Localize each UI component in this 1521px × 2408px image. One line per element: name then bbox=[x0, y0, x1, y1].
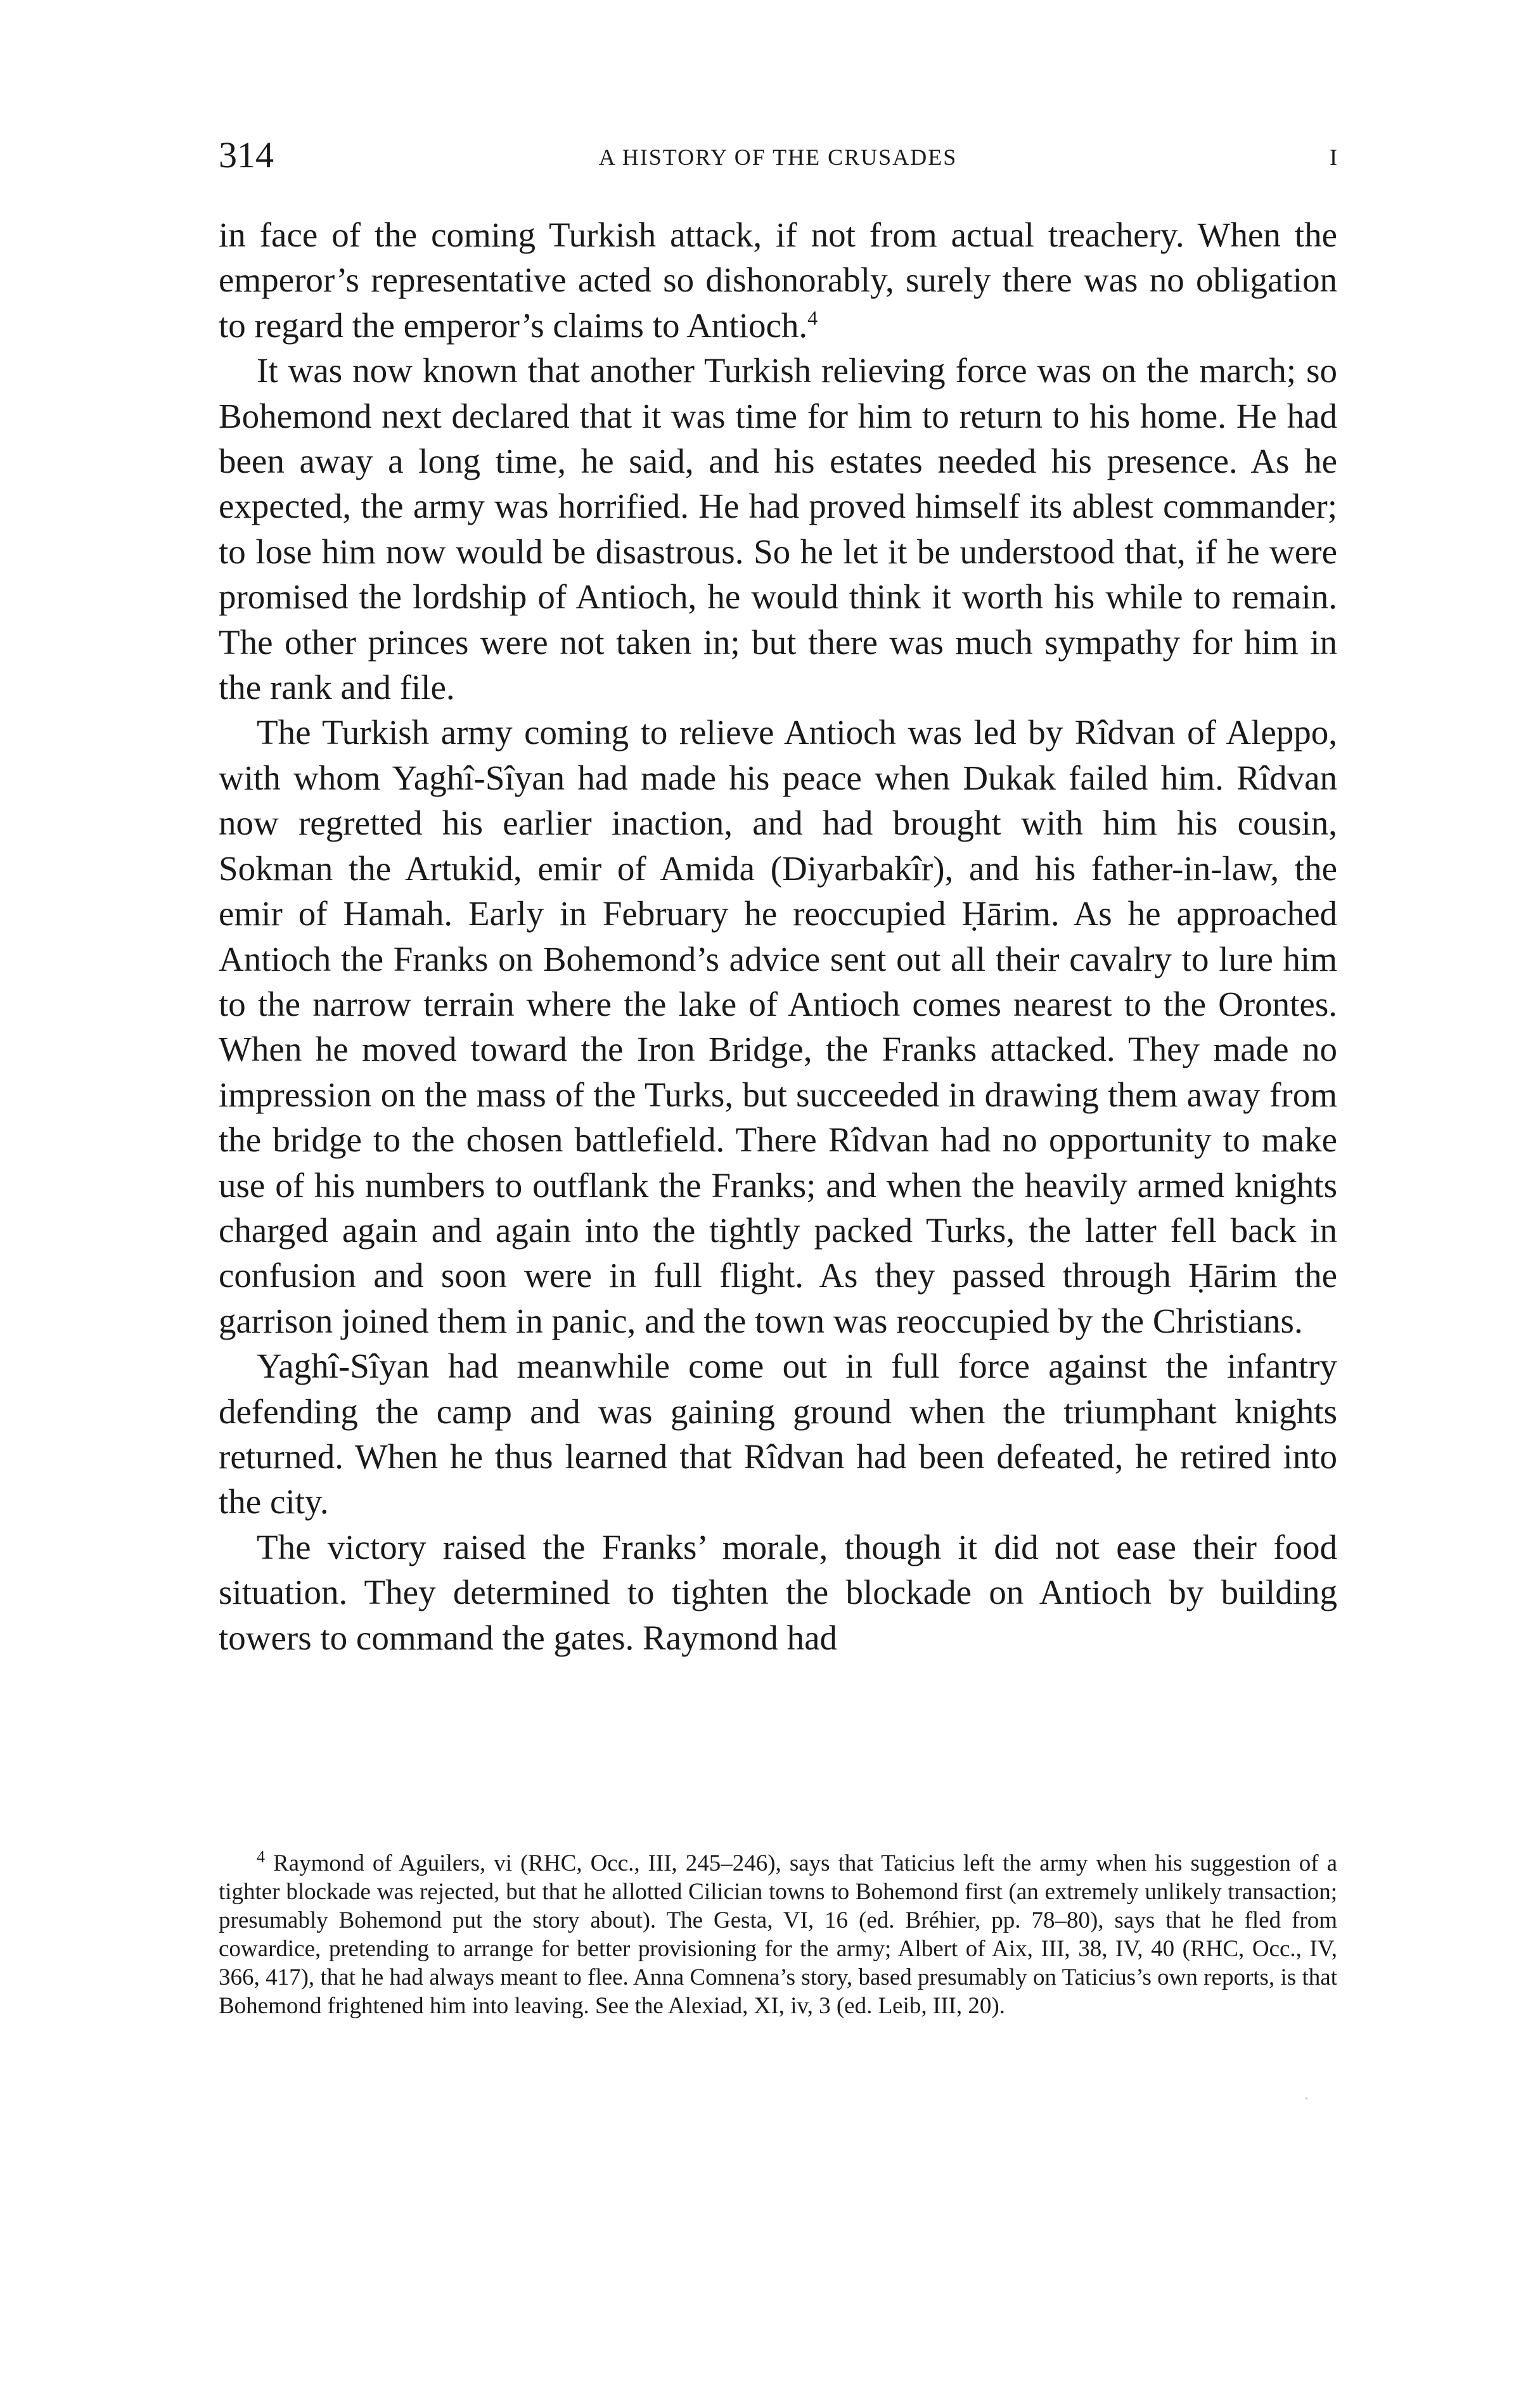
paragraph-4: Yaghî-Sîyan had meanwhile come out in full force against the infantry defending the camp and was gaining ground when the triumphant knights returned. When he thus learned that Rîdvan had been defeated, he retired into the city. bbox=[219, 1347, 1337, 1521]
page-speck bbox=[1306, 2097, 1307, 2099]
footnote-text: Raymond of Aguilers, vi (RHC, Occ., III, 245–246), says that Taticius left the army when his suggestion of a tighter blockade was rejected, but that he allotted Cilician towns to Bohemond first (an extremely unlikely transaction; presumably Bohemond put the story about). The Gesta, VI, 16 (ed. Bréhier, pp. 78–80), says that he fled from cowardice, pretending to arrange for better provisioning for the army; Albert of Aix, III, 38, IV, 40 (RHC, Occ., IV, 366, 417), that he had always meant to flee. Anna Comnena’s story, based presumably on Taticius’s own reports, is that Bohemond frightened him into leaving. See the Alexiad, XI, iv, 3 (ed. Leib, III, 20). bbox=[219, 1850, 1337, 2019]
paragraph-3: The Turkish army coming to relieve Antioch was led by Rîdvan of Aleppo, with whom Yaghî-Sîyan had made his peace when Dukak failed him. Rîdvan now regretted his earlier inaction, and had brought with him his cousin, Sokman the Artukid, emir of Amida (Diyarbakîr), and his father-in-law, the emir of Hamah. Early in February he reoccupied Ḥārim. As he approached Antioch the Franks on Bohemond’s advice sent out all their cavalry to lure him to the narrow terrain where the lake of Antioch comes nearest to the Orontes. When he moved toward the Iron Bridge, the Franks attacked. They made no impression on the mass of the Turks, but succeeded in drawing them away from the bridge to the chosen battlefield. There Rîdvan had no opportunity to make use of his numbers to outflank the Franks; and when the heavily armed knights charged again and again into the tightly packed Turks, the latter fell back in confusion and soon were in full flight. As they passed through Ḥārim the garrison joined them in panic, and the town was reoccupied by the Christians. bbox=[219, 713, 1337, 1340]
page-number: 314 bbox=[219, 134, 274, 176]
footnote-4 bbox=[219, 1849, 1337, 2020]
footnote-number: 4 bbox=[257, 1847, 265, 1866]
paragraph-2: It was now known that another Turkish relieving force was on the march; so Bohemond next declared that it was time for him to return to his home. He had been away a long time, he said, and his estates needed his presence. As he expected, the army was horrified. He had proved himself its ablest commander; to lose him now would be disastrous. So he let it be understood that, if he were promised the lordship of Antioch, he would think it worth his while to remain. The other princes were not taken in; but there was much sympathy for him in the rank and file. bbox=[219, 351, 1337, 707]
footnote-reference: 4 bbox=[807, 306, 818, 330]
paragraph-1 bbox=[219, 212, 1337, 348]
footnotes bbox=[219, 1849, 1337, 2020]
running-title: A HISTORY OF THE CRUSADES bbox=[598, 144, 958, 170]
volume-number: I bbox=[1330, 144, 1337, 170]
paragraph-5: The victory raised the Franks’ morale, though it did not ease their food situation. They determined to tighten the blockade on Antioch by building towers to command the gates. Raymond had bbox=[219, 1527, 1337, 1657]
body-text bbox=[219, 212, 1337, 1660]
paragraph-1-text: in face of the coming Turkish attack, if not from actual treachery. When the emperor’s representative acted so dishonorably, surely there was no obligation to regard the emperor’s claims to Antioch. bbox=[219, 215, 1337, 345]
running-head bbox=[219, 136, 1337, 174]
